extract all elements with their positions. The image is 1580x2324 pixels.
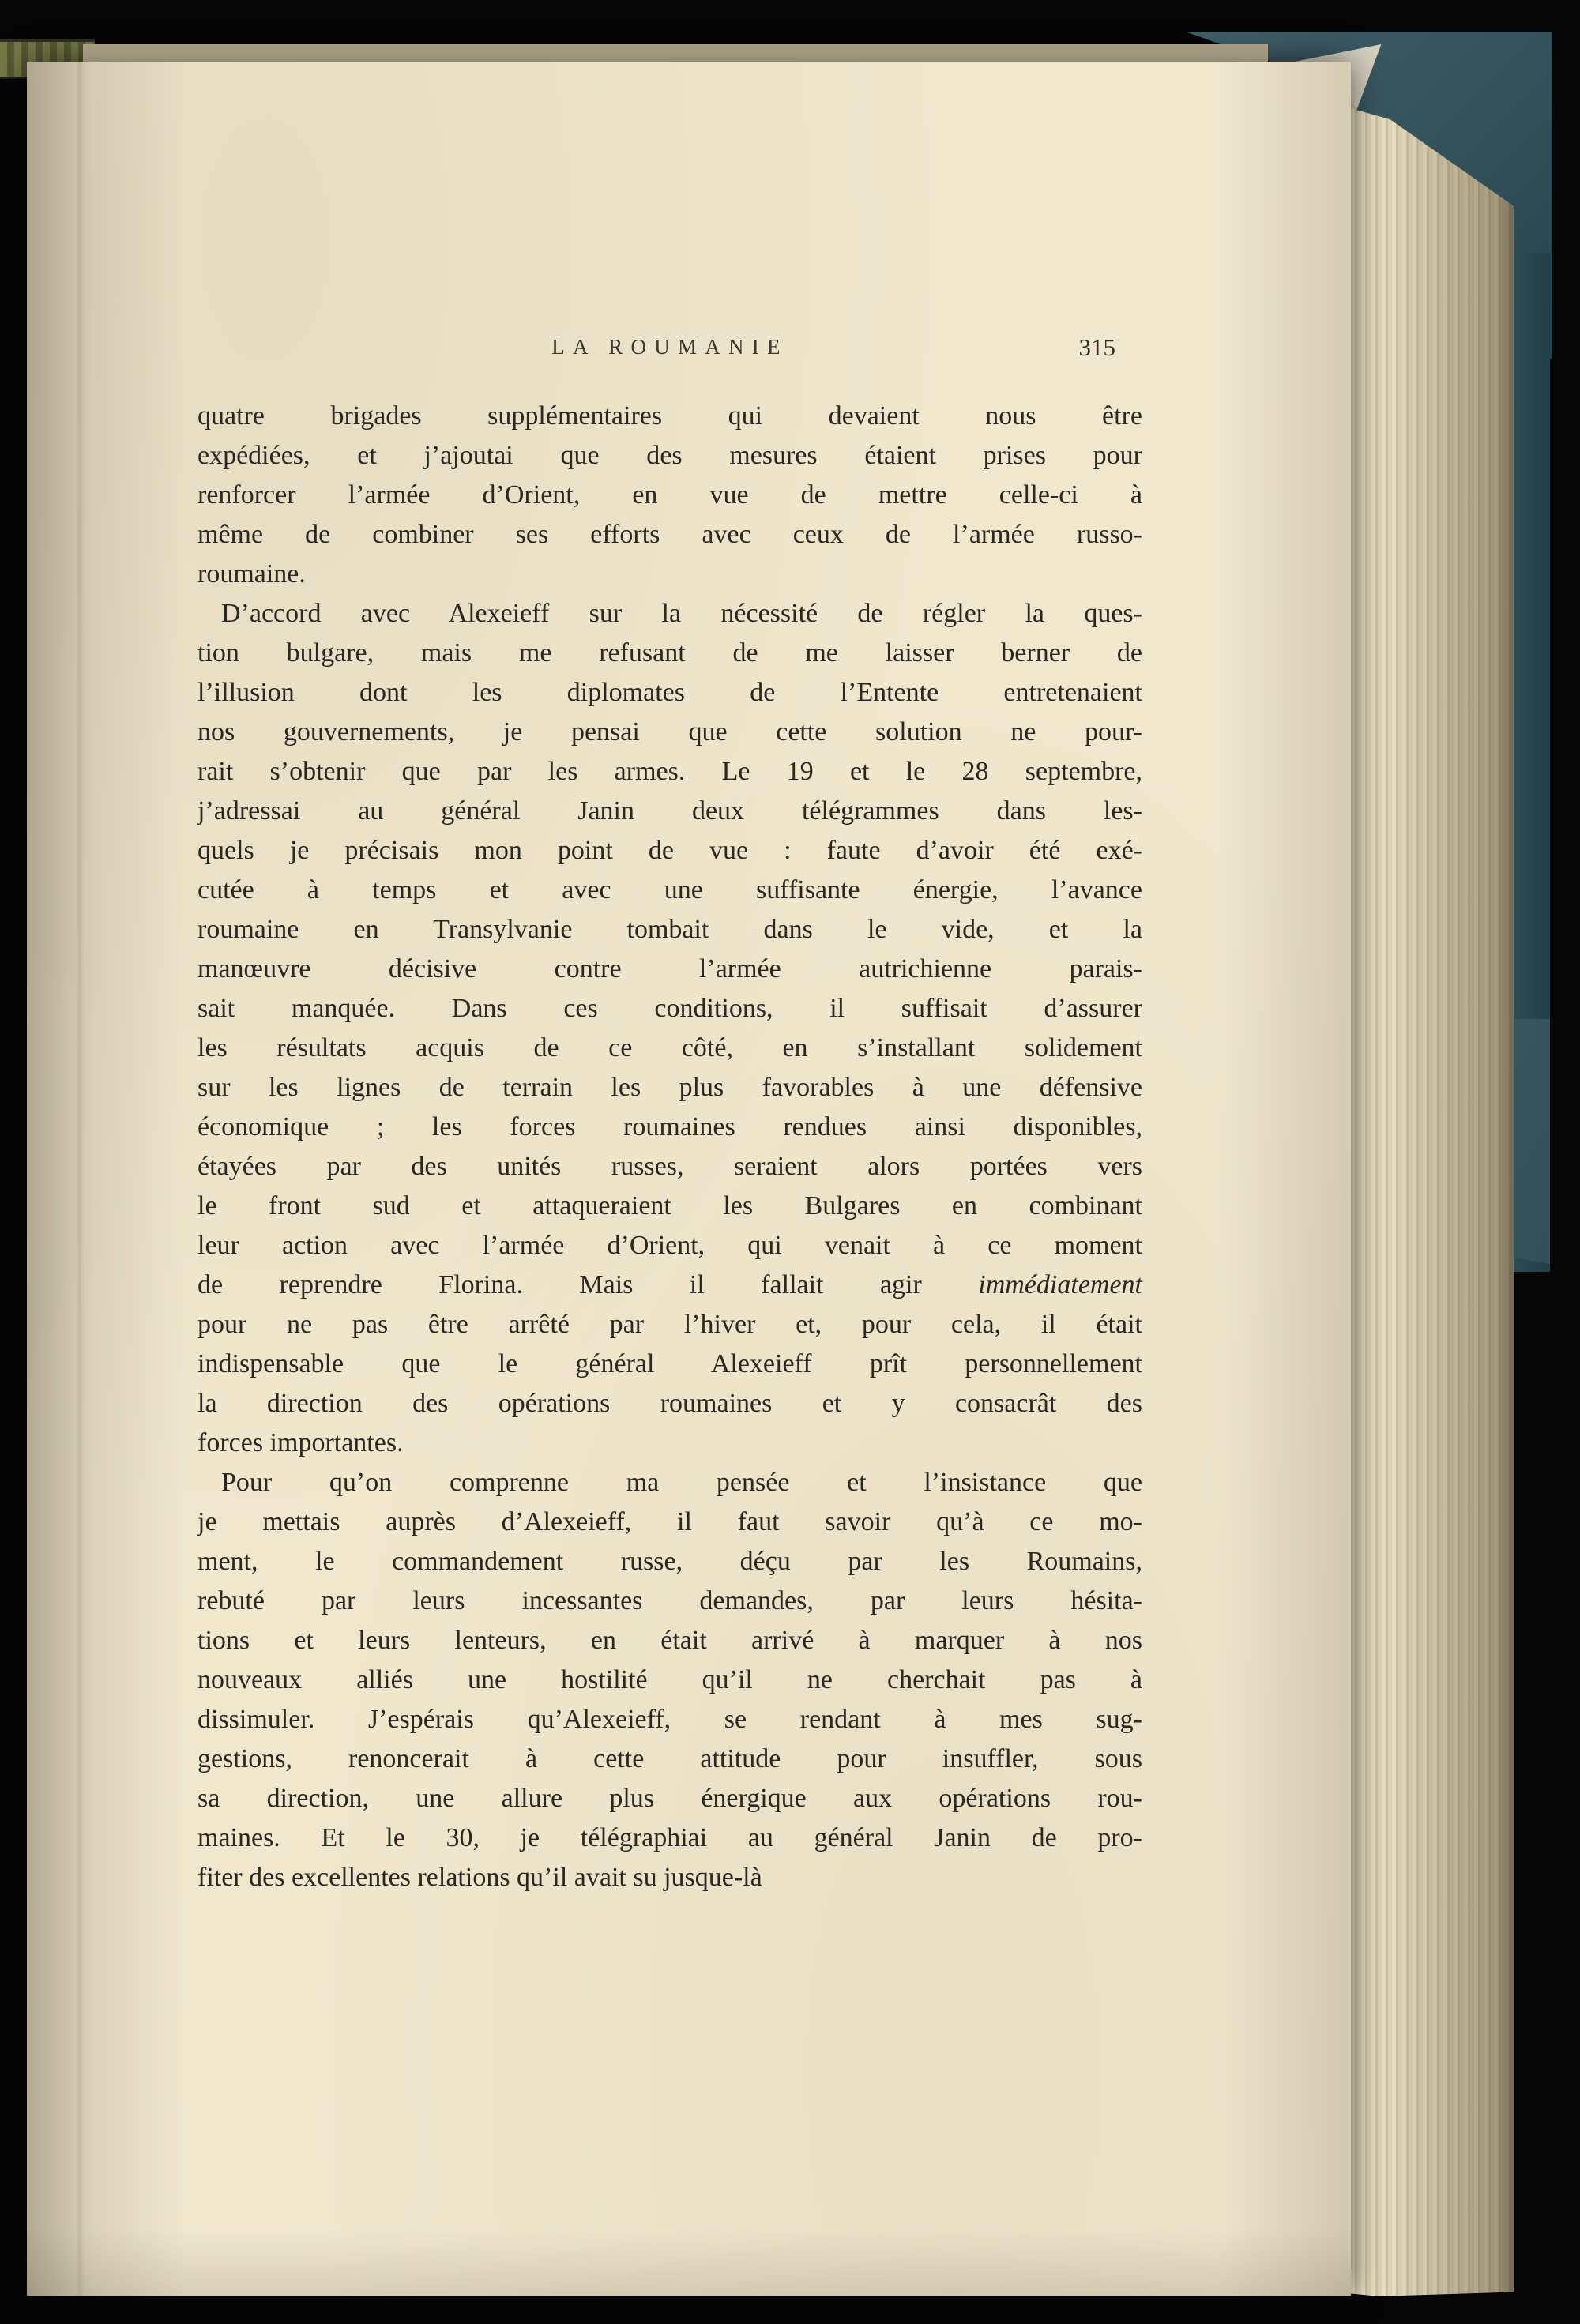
- text-line: maines. Et le 30, je télégraphiai au général Janin de pro-: [198, 1823, 1142, 1852]
- text-line: pour ne pas être arrêté par l’hiver et, pour cela, il était: [198, 1310, 1142, 1339]
- text-line: expédiées, et j’ajoutai que des mesures étaient prises pour: [198, 441, 1142, 470]
- book-page: [27, 62, 1351, 2296]
- text-line: leur action avec l’armée d’Orient, qui venait à ce moment: [198, 1231, 1142, 1260]
- text-line: forces importantes.: [198, 1428, 404, 1457]
- text-line: étayées par des unités russes, seraient alors portées vers: [198, 1152, 1142, 1181]
- text-line: nouveaux alliés une hostilité qu’il ne cherchait pas à: [198, 1665, 1142, 1694]
- text-line: j’adressai au général Janin deux télégrammes dans les-: [198, 796, 1142, 825]
- text-line: fiter des excellentes relations qu’il avait su jusque-là: [198, 1863, 762, 1892]
- text-line: roumaine en Transylvanie tombait dans le vide, et la: [198, 915, 1142, 944]
- text-line: quels je précisais mon point de vue : faute d’avoir été exé-: [198, 836, 1142, 865]
- paragraph: [198, 594, 1142, 1463]
- text-line: ment, le commandement russe, déçu par les Roumains,: [198, 1547, 1142, 1576]
- text-line: cutée à temps et avec une suffisante énergie, l’avance: [198, 875, 1142, 904]
- text-line: D’accord avec Alexeieff sur la nécessité de régler la ques-: [221, 599, 1142, 628]
- text-line: je mettais auprès d’Alexeieff, il faut savoir qu’à ce mo-: [198, 1507, 1142, 1536]
- text-line: rebuté par leurs incessantes demandes, par leurs hésita-: [198, 1586, 1142, 1615]
- text-line: roumaine.: [198, 559, 306, 589]
- page-number: 315: [1078, 333, 1115, 361]
- text-line: le front sud et attaqueraient les Bulgares en combinant: [198, 1191, 1142, 1220]
- text-line: dissimuler. J’espérais qu’Alexeieff, se rendant à mes sug-: [198, 1705, 1142, 1734]
- text-line: tions et leurs lenteurs, en était arrivé à marquer à nos: [198, 1626, 1142, 1655]
- text-line: de reprendre Florina. Mais il fallait agir immédiatement: [198, 1270, 1142, 1299]
- text-line: tion bulgare, mais me refusant de me laisser berner de: [198, 638, 1142, 667]
- text-line: la direction des opérations roumaines et y consacrât des: [198, 1389, 1142, 1418]
- text-line: gestions, renoncerait à cette attitude pour insuffler, sous: [198, 1744, 1142, 1773]
- text-line: quatre brigades supplémentaires qui devaient nous être: [198, 401, 1142, 431]
- text-line: nos gouvernements, je pensai que cette solution ne pour-: [198, 717, 1142, 746]
- text-line: sait manquée. Dans ces conditions, il suffisait d’assurer: [198, 994, 1142, 1023]
- text-line: indispensable que le général Alexeieff prît personnellement: [198, 1349, 1142, 1378]
- paragraph: [198, 1463, 1142, 1897]
- text-line: renforcer l’armée d’Orient, en vue de mettre celle-ci à: [198, 480, 1142, 510]
- text-line: sa direction, une allure plus énergique aux opérations rou-: [198, 1784, 1142, 1813]
- text-line: les résultats acquis de ce côté, en s’installant solidement: [198, 1033, 1142, 1062]
- text-line: rait s’obtenir que par les armes. Le 19 et le 28 septembre,: [198, 757, 1142, 786]
- running-header: [198, 335, 1142, 368]
- text-body: [198, 397, 1142, 1897]
- running-header-title: LA ROUMANIE: [551, 335, 788, 359]
- text-line: même de combiner ses efforts avec ceux de l’armée russo-: [198, 520, 1142, 549]
- text-line: Pour qu’on comprenne ma pensée et l’insistance que: [221, 1468, 1142, 1497]
- text-line: économique ; les forces roumaines rendues ainsi disponibles,: [198, 1112, 1142, 1141]
- text-line: l’illusion dont les diplomates de l’Entente entretenaient: [198, 678, 1142, 707]
- text-line: manœuvre décisive contre l’armée autrichienne parais-: [198, 954, 1142, 983]
- paragraph: [198, 397, 1142, 594]
- text-area: [198, 335, 1142, 1897]
- text-line: sur les lignes de terrain les plus favorables à une défensive: [198, 1073, 1142, 1102]
